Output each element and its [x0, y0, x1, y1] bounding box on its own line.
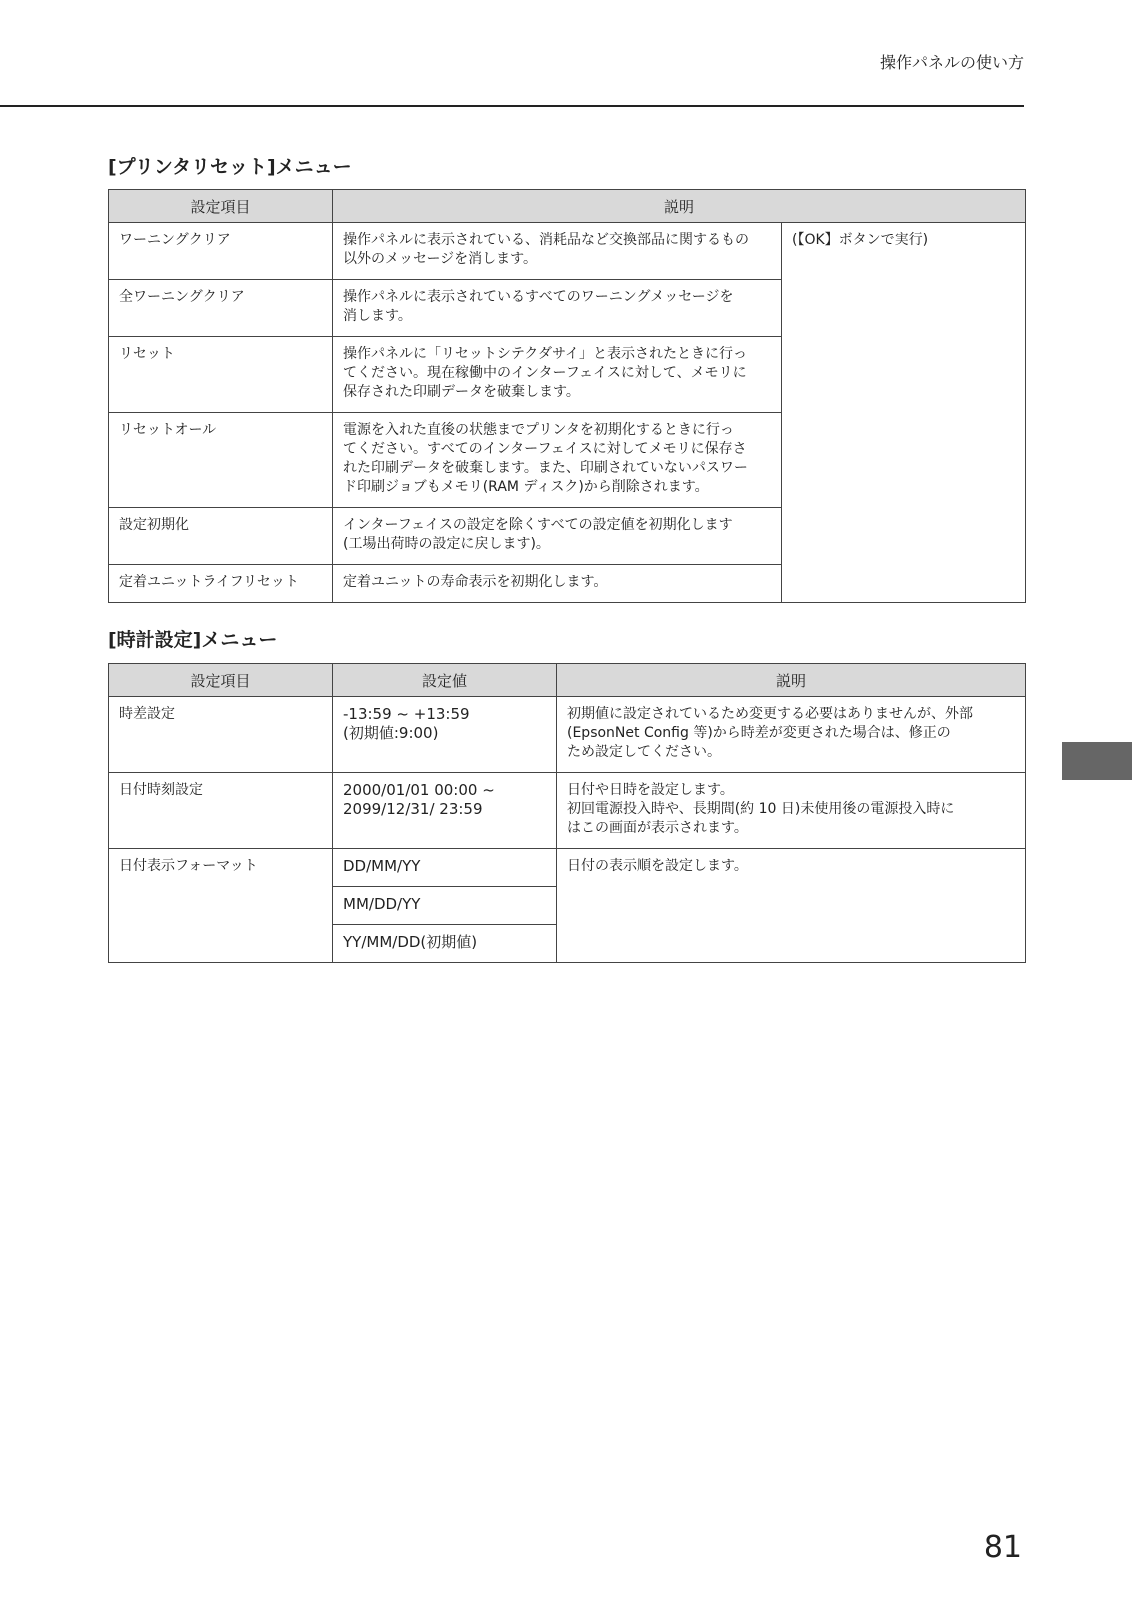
desc-line: れた印刷データを破棄します。また、印刷されていないパスワー: [343, 460, 748, 476]
table-header-row: [109, 190, 1026, 223]
desc-cell: [333, 280, 782, 337]
item-cell: 全ワーニングクリア: [109, 280, 333, 337]
value-cell: MM/DD/YY: [333, 887, 557, 925]
desc-cell: [333, 565, 782, 603]
column-header: 設定項目: [109, 664, 333, 697]
desc-line: 電源を入れた直後の状態までプリンタを初期化するときに行っ: [343, 422, 734, 438]
column-header: 説明: [557, 664, 1026, 697]
desc-line: ため設定してください。: [567, 744, 721, 760]
desc-line: 保存された印刷データを破棄します。: [343, 384, 580, 400]
value-line: 2000/01/01 00:00 ~: [343, 781, 495, 799]
desc-line: 初期値に設定されているため変更する必要はありませんが、外部: [567, 706, 973, 722]
desc-line: (EpsonNet Config 等)から時差が変更された場合は、修正の: [567, 725, 951, 741]
clock-menu-table: [108, 663, 1026, 963]
value-line: -13:59 ~ +13:59: [343, 705, 470, 723]
column-header: 説明: [333, 190, 1026, 223]
reset-menu-table: [108, 189, 1026, 603]
desc-cell: [333, 508, 782, 565]
desc-cell: [333, 223, 782, 280]
desc-cell: [333, 413, 782, 508]
desc-line: てください。すべてのインターフェイスに対してメモリに保存さ: [343, 441, 747, 457]
column-header: 設定項目: [109, 190, 333, 223]
desc-line: (工場出荷時の設定に戻します)。: [343, 536, 550, 552]
desc-line: 消します。: [343, 308, 412, 324]
value-line: 2099/12/31/ 23:59: [343, 800, 483, 818]
desc-line: 初回電源投入時や、長期間(約 10 日)未使用後の電源投入時に: [567, 801, 955, 817]
value-cell: [333, 773, 557, 849]
desc-line: 日付や日時を設定します。: [567, 782, 734, 798]
item-cell: 日付時刻設定: [109, 773, 333, 849]
desc-cell: [333, 337, 782, 413]
execute-note-cell: (【OK】ボタンで実行): [782, 223, 1026, 603]
value-cell: DD/MM/YY: [333, 849, 557, 887]
desc-line: 定着ユニットの寿命表示を初期化します。: [343, 574, 608, 590]
value-cell: YY/MM/DD(初期値): [333, 925, 557, 963]
table-row: [109, 697, 1026, 773]
desc-line: 以外のメッセージを消します。: [343, 251, 538, 267]
table-header-row: [109, 664, 1026, 697]
table-row: [109, 849, 1026, 887]
desc-line: ド印刷ジョブもメモリ(RAM ディスク)から削除されます。: [343, 479, 709, 495]
reset-menu-title: [プリンタリセット]メニュー: [108, 156, 352, 178]
item-cell: 定着ユニットライフリセット: [109, 565, 333, 603]
desc-cell: [557, 773, 1026, 849]
desc-line: 操作パネルに「リセットシテクダサイ」と表示されたときに行っ: [343, 346, 748, 362]
item-cell: 日付表示フォーマット: [109, 849, 333, 963]
desc-line: 操作パネルに表示されているすべてのワーニングメッセージを: [343, 289, 734, 305]
table-row: [109, 223, 1026, 280]
value-cell: [333, 697, 557, 773]
column-header: 設定値: [333, 664, 557, 697]
clock-menu-title: [時計設定]メニュー: [108, 629, 278, 651]
desc-line: インターフェイスの設定を除くすべての設定値を初期化します: [343, 517, 733, 533]
item-cell: 設定初期化: [109, 508, 333, 565]
page-number: 81: [983, 1530, 1022, 1565]
desc-cell: [557, 697, 1026, 773]
value-line: (初期値:9:00): [343, 724, 439, 742]
chapter-tab: [1062, 742, 1132, 780]
desc-cell: 日付の表示順を設定します。: [557, 849, 1026, 963]
item-cell: 時差設定: [109, 697, 333, 773]
desc-line: 操作パネルに表示されている、消耗品など交換部品に関するもの: [343, 232, 749, 248]
item-cell: リセット: [109, 337, 333, 413]
desc-line: てください。現在稼働中のインターフェイスに対して、メモリに: [343, 365, 747, 381]
item-cell: ワーニングクリア: [109, 223, 333, 280]
table-row: [109, 773, 1026, 849]
desc-line: はこの画面が表示されます。: [567, 820, 748, 836]
header-rule: [0, 105, 1024, 107]
running-head: 操作パネルの使い方: [879, 53, 1024, 72]
item-cell: リセットオール: [109, 413, 333, 508]
